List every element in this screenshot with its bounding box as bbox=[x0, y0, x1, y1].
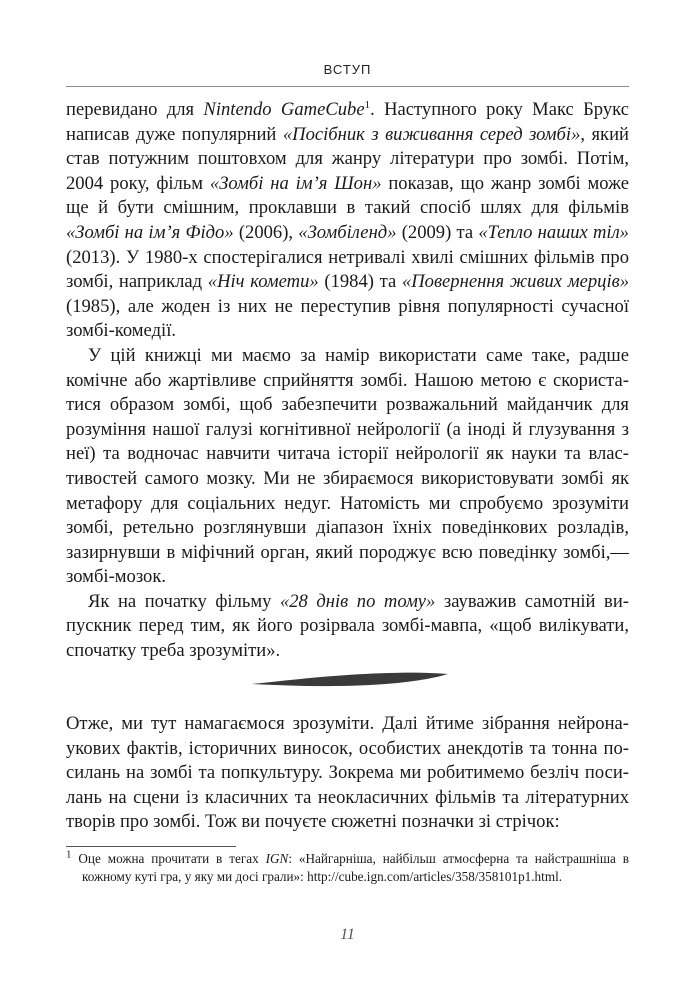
paragraph-3: Як на початку фільму «28 днів по тому» зауважив самотній випускник перед тим, як його розірвала зомбі-мавпа, «щоб вилікувати, спочатку треба зрозуміти». bbox=[66, 590, 629, 662]
paragraph-4: Отже, ми тут намагаємося зрозуміти. Далі йтиме зібрання нейронаукових фактів, історичних виносок, особистих анекдотів та тонна посилань на зомбі та попкультуру. Зокрема ми робитимемо безліч посилань на сцени із класичних та неокласичних фільмів та літературних творів про зомбі. Тож ви почуєте сюжетні позначки зі стрічок: bbox=[66, 713, 629, 833]
footnote-text: : «Найгарніша, найбільш атмосферна та найстрашніша в кожному куті гра, у яку ми досі грали»: http://cube.ign.com/articles/358/358101p1.html. bbox=[82, 851, 629, 884]
main-text bbox=[66, 98, 629, 664]
header-divider bbox=[66, 86, 629, 87]
footnote: $^1$ Оце можна прочитати в тегах IGN: «Найгарніша, найбільш атмосферна та найстрашніша в кожному куті гра, у яку ми досі грали»: http://cube.ign.com/articles/358/358101p1.html. bbox=[66, 848, 629, 884]
footnote-number: 1 bbox=[66, 848, 72, 861]
page-number: 11 bbox=[340, 926, 355, 943]
footnote-divider bbox=[66, 846, 236, 847]
running-header: ВСТУП bbox=[323, 62, 372, 77]
paragraph-2: У цій книжці ми маємо за намір використати саме таке, радше комічне або жартівливе сприйняття зомбі. Нашою метою є скористатися образом зомбі, щоб забезпечити розважальний майданчик для розуміння нашої галузі когнітивної нейрології (а іноді й глузування з неї) та водночас навчити читача історії нейрології як науки та властивостей самого мозку. Ми не збираємося використовувати зомбі як метафору для соціальних недуг. Натомість ми спробуємо зрозуміти зомбі, ретельно розглянувши діапазон їхніх поведінкових розладів, зазирнувши в міфічний орган, який породжує всю поведінку зомбі,— зомбі-мозок. bbox=[66, 344, 629, 588]
footnote-ref[interactable]: 1 bbox=[364, 98, 371, 111]
section-break-ornament bbox=[250, 668, 450, 692]
main-text-continued bbox=[66, 712, 629, 835]
paragraph-1: перевидано для Nintendo GameCube$^1$. Наступного року Макс Брукс написав дуже популярний «Посібник з виживання серед зомбі», який став потужним поштовхом для жанру літератури про зомбі. Потім, 2004 року, фільм «Зомбі на ім’я Шон» показав, що жанр зомбі може ще й бути смішним, проклавши в такий спосіб шлях для фільмів «Зомбі на ім’я Фідо» (2006), «Зомбіленд» (2009) та «Тепло наших тіл» (2013). У 1980-х спостерігалися нетривалі хвилі смішних фільмів про зомбі, наприклад «Ніч комети» (1984) та «Повернення живих мерців» (1985), але жоден із них не переступив рівня популярності сучасної зомбі-комедії. bbox=[66, 98, 629, 342]
